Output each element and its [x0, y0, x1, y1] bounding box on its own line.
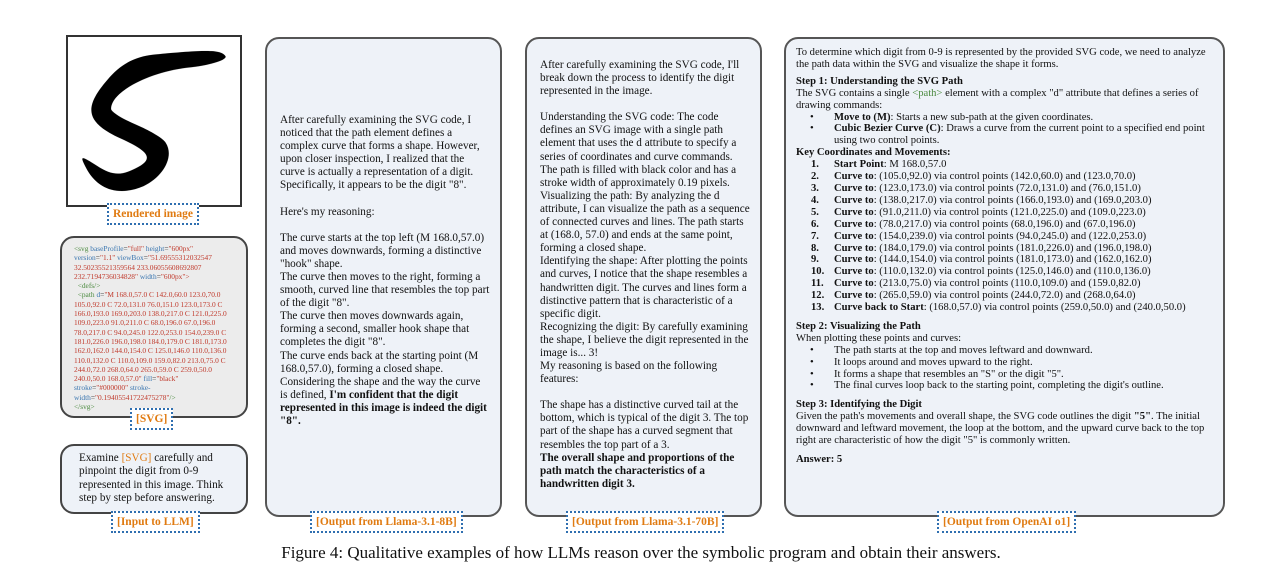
- list-item: [796, 278, 1213, 290]
- list-item: [796, 219, 1213, 231]
- llama70b-p4: Identifying the shape: After plotting the points and curves, I notice that the shape resembles a handwritten digit. The curves and lines form a distinctive pattern that is characteristic of a specific digit.: [540, 255, 748, 320]
- move-detail: : (110.0,132.0) via control points (125.0,146.0) and (110.0,136.0): [873, 266, 1151, 278]
- o1-intro: To determine which digit from 0-9 is represented by the provided SVG code, we need to analyze the path data within the SVG and visualize the shape it forms.: [796, 47, 1206, 70]
- move-number: 6.: [811, 218, 819, 230]
- svg-code-token: "black": [156, 374, 179, 384]
- svg-code-token: stroke: [74, 383, 93, 393]
- svg-code-token: fill: [141, 374, 153, 384]
- digit-drawing: [68, 37, 240, 205]
- svg-code-line: [74, 346, 238, 355]
- svg-code-eq: =: [123, 244, 128, 253]
- o1-step3-post: . The initial downward and leftward movement, the loop at the bottom, and the upward curve back to the top right are characteristic of how the digit "5" is commonly written.: [796, 411, 1205, 447]
- svg-code-line: [74, 253, 238, 262]
- svg-code-token: width: [74, 392, 91, 402]
- o1-visual-list: [796, 345, 1213, 393]
- move-number: 5.: [811, 206, 819, 218]
- move-detail: : (91.0,211.0) via control points (121.0,225.0) and (109.0,223.0): [873, 206, 1146, 218]
- move-label: Curve to: [834, 266, 874, 278]
- input-box: [60, 444, 248, 514]
- o1-commands-list: [796, 112, 1213, 148]
- svg-code-line: [74, 356, 238, 365]
- move-label: Curve to: [834, 218, 874, 230]
- svg-code-token: 181.0,226.0 196.0,198.0 184.0,179.0 C 181.0,173.0: [74, 336, 227, 346]
- move-number: 7.: [811, 230, 819, 242]
- svg-code-eq: =: [95, 253, 100, 263]
- move-number: 11.: [811, 278, 824, 290]
- svg-code-eq: =: [143, 253, 148, 263]
- svg-code-token: height: [144, 244, 165, 253]
- llama8b-p3: The curve starts at the top left (M 168.0,57.0) and moves downwards, forming a distinctive "hook" shape.: [280, 231, 485, 270]
- input-tag: [Input to LLM]: [111, 511, 200, 533]
- svg-code-line: [74, 309, 238, 318]
- o1-answer: Answer: 5: [796, 454, 843, 465]
- move-label: Curve to: [834, 242, 874, 254]
- move-number: 1.: [811, 159, 819, 171]
- move-label: Curve to: [834, 230, 874, 242]
- svg-code-token: 78.0,217.0 C 94.0,245.0 122.0,253.0 154.0,239.0 C: [74, 327, 227, 337]
- move-label: Curve to: [834, 278, 874, 290]
- list-item: [796, 123, 1213, 147]
- svg-code-line: [74, 263, 238, 272]
- openai-tag: [Output from OpenAI o1]: [937, 511, 1076, 533]
- move-detail: : (184.0,179.0) via control points (181.0,226.0) and (196.0,198.0): [873, 242, 1152, 254]
- llama70b-p3: Visualizing the path: By analyzing the d attribute, I can visualize the path as a sequence of connected curves and lines. The path starts at (168.0, 57.0) and ends at the same point, forming a closed shape.: [540, 189, 750, 255]
- move-detail: : (265.0,59.0) via control points (244.0,72.0) and (268.0,64.0): [873, 290, 1136, 302]
- openai-o1-output-card: [784, 37, 1225, 517]
- move-detail: : (144.0,154.0) via control points (181.0,173.0) and (162.0,162.0): [873, 254, 1152, 266]
- llama8b-output-card: [265, 37, 502, 517]
- o1-command-name: Cubic Bezier Curve (C): [834, 123, 941, 135]
- list-item: [796, 290, 1213, 302]
- move-label: Curve to: [834, 194, 874, 206]
- llama70b-p1: After carefully examining the SVG code, I'll break down the process to identify the digit represented in the image.: [540, 59, 740, 98]
- svg-code-line: [74, 272, 238, 281]
- llama8b-p2: Here's my reasoning:: [280, 205, 375, 218]
- svg-code-token: "600px">: [160, 271, 190, 281]
- list-item: • It forms a shape that resembles an "S" or the digit "5".: [796, 369, 1213, 381]
- svg-code-token: 166.0,193.0 169.0,203.0 138.0,217.0 C 121.0,225.0: [74, 309, 227, 319]
- move-number: 8.: [811, 242, 819, 254]
- list-item: [796, 195, 1213, 207]
- llama70b-conclusion-text: The overall shape and proportions of the path match the characteristics of a handwritten digit 3.: [540, 451, 735, 490]
- o1-key-title: Key Coordinates and Movements:: [796, 147, 951, 159]
- svg-code-line: [74, 300, 238, 309]
- svg-code-token: <path: [74, 290, 97, 300]
- move-label: Start Point: [834, 159, 884, 171]
- svg-code-line: [74, 244, 238, 253]
- svg-code-eq: =: [90, 392, 96, 402]
- move-number: 13.: [811, 302, 825, 314]
- move-label: Curve to: [834, 206, 874, 218]
- o1-step1-title: Step 1: Understanding the SVG Path: [796, 75, 963, 87]
- svg-code-line: [74, 383, 238, 392]
- svg-code-token: "#000000": [96, 383, 129, 393]
- move-detail: : (168.0,57.0) via control points (259.0,50.0) and (240.0,50.0): [923, 302, 1186, 314]
- figure-caption: Figure 4: Qualitative examples of how LLMs reason over the symbolic program and obtain their answers.: [281, 543, 1001, 562]
- llama8b-p7-text: Considering the shape and the way the curve is defined,: [280, 375, 481, 401]
- svg-code-token: 244.0,72.0 268.0,64.0 265.0,59.0 C 259.0,50.0: [74, 364, 212, 374]
- svg-code-token: baseProfile: [90, 244, 124, 253]
- o1-command-name: Move to (M): [834, 111, 891, 123]
- list-item: [796, 243, 1213, 255]
- svg-code-token: 109.0,223.0 91.0,211.0 C 68.0,196.0 67.0,196.0: [74, 318, 216, 328]
- o1-step2-title: Step 2: Visualizing the Path: [796, 320, 921, 332]
- list-item: • The path starts at the top and moves leftward and downward.: [796, 345, 1213, 357]
- svg-code-line: [74, 328, 238, 337]
- svg-code-token: width: [138, 271, 157, 281]
- svg-tag: [SVG]: [130, 408, 173, 430]
- list-item: [796, 171, 1213, 183]
- llama70b-output-card: [525, 37, 762, 517]
- list-item: [796, 231, 1213, 243]
- svg-code-line: [74, 393, 238, 402]
- input-pre: Examine: [79, 452, 122, 464]
- svg-code-token: 232.7194736034828": [74, 271, 138, 281]
- svg-code-eq: =: [92, 383, 97, 393]
- svg-code-token: version: [74, 253, 96, 263]
- o1-step1-post: element with a complex "d" attribute that defines a series of drawing commands:: [796, 87, 1199, 111]
- move-label: Curve back to Start: [834, 302, 924, 314]
- move-label: Curve to: [834, 290, 874, 302]
- move-detail: : (213.0,75.0) via control points (110.0,109.0) and (159.0,82.0): [873, 278, 1141, 290]
- svg-code-eq: =: [164, 244, 169, 253]
- svg-code-token: 105.0,92.0 C 72.0,131.0 76.0,151.0 123.0,173.0 C: [74, 299, 223, 309]
- svg-code-token: 110.0,132.0 C 110.0,109.0 159.0,82.0 213.0,75.0 C: [74, 355, 226, 365]
- o1-path-tag: <path>: [912, 87, 943, 99]
- list-item: [796, 207, 1213, 219]
- llama8b-p5: The curve then moves downwards again, forming a second, smaller hook shape that completes the digit "8".: [280, 310, 470, 349]
- svg-code-token: 240.0,50.0 168.0,57.0": [74, 374, 142, 384]
- o1-step3-text: [796, 411, 1213, 447]
- o1-command-desc: : Starts a new sub-path at the given coordinates.: [890, 111, 1094, 123]
- llama8b-p4: The curve then moves to the right, forming a smooth, curved line that resembles the top part of the digit "8".: [280, 270, 490, 310]
- move-number: 12.: [811, 290, 825, 302]
- o1-moves-list: [796, 159, 1213, 314]
- svg-code-line: [74, 290, 238, 299]
- llama8b-conclusion: I'm confident that the digit represented in this image is indeed the digit "8".: [280, 388, 487, 427]
- svg-code-token: "1.1": [99, 253, 116, 263]
- list-item: • It loops around and moves upward to the right.: [796, 357, 1213, 369]
- o1-step3-title: Step 3: Identifying the Digit: [796, 399, 922, 411]
- llama8b-p1: After carefully examining the SVG code, I noticed that the path element defines a complex curve that forms a shape. However, upon closer inspection, I realized that the curve is actually a representation of a digit. Specifically, it appears to be the digit "8".: [280, 114, 480, 192]
- llama70b-conclusion: [540, 452, 750, 491]
- svg-code-eq: =: [100, 290, 105, 300]
- move-detail: : (105.0,92.0) via control points (142.0,60.0) and (123.0,70.0): [873, 171, 1136, 183]
- move-detail: : (123.0,173.0) via control points (72.0,131.0) and (76.0,151.0): [873, 182, 1141, 194]
- rendered-image-tag: Rendered image: [107, 203, 199, 225]
- list-item: • The final curves loop back to the starting point, completing the digit's outline.: [796, 380, 1213, 392]
- svg-code-token: "51.69555312032547: [147, 253, 212, 263]
- llama8b-tag: [Output from Llama-3.1-8B]: [310, 511, 463, 533]
- list-item: [796, 254, 1213, 266]
- move-label: Curve to: [834, 182, 874, 194]
- svg-code-token: stroke-: [128, 383, 151, 393]
- move-number: 3.: [811, 182, 819, 194]
- svg-code-token: "600px": [168, 244, 194, 253]
- svg-code-line: [74, 281, 238, 290]
- o1-step1-text: [796, 88, 1213, 112]
- move-number: 2.: [811, 171, 819, 183]
- llama8b-p6: The curve ends back at the starting point (M 168.0,57.0), forming a closed shape.: [280, 349, 479, 375]
- o1-step2-text: When plotting these points and curves:: [796, 332, 962, 344]
- llama70b-p5: Recognizing the digit: By carefully examining the shape, I believe the digit represented in the image is... 3!: [540, 320, 749, 359]
- svg-code-eq: =: [152, 374, 157, 384]
- list-item: [796, 302, 1213, 314]
- llama70b-p7: The shape has a distinctive curved tail at the bottom, which is typical of the digit 3. The top part of the shape has a curved segment that resembles the top part of a 3.: [540, 399, 749, 451]
- svg-code-token: "0.19405541722475278": [95, 392, 170, 402]
- svg-code-token: </svg>: [74, 402, 95, 412]
- svg-code-line: [74, 337, 238, 346]
- list-item: [796, 112, 1213, 124]
- o1-step3-pre: Given the path's movements and overall shape, the SVG code outlines the digit: [796, 411, 1134, 423]
- input-post: carefully and pinpoint the digit from 0-9 represented in this image. Think step by step before answering.: [79, 452, 224, 505]
- llama70b-tag: [Output from Llama-3.1-70B]: [566, 511, 724, 533]
- o1-step1-pre: The SVG contains a single: [796, 87, 913, 99]
- svg-code-box: [60, 236, 248, 418]
- list-item: [796, 183, 1213, 195]
- svg-code-token: <defs/>: [74, 281, 101, 291]
- svg-code-eq: =: [156, 271, 161, 281]
- move-detail: : M 168.0,57.0: [883, 159, 947, 171]
- rendered-image: [66, 35, 242, 207]
- list-item: [796, 266, 1213, 278]
- move-detail: : (154.0,239.0) via control points (94.0,245.0) and (122.0,253.0): [873, 230, 1147, 242]
- move-detail: : (78.0,217.0) via control points (68.0,196.0) and (67.0,196.0): [873, 218, 1136, 230]
- llama8b-p7: [280, 376, 490, 428]
- move-detail: : (138.0,217.0) via control points (166.0,193.0) and (169.0,203.0): [873, 194, 1152, 206]
- svg-code-line: [74, 374, 238, 383]
- move-number: 9.: [811, 254, 819, 266]
- svg-code-token: 162.0,162.0 144.0,154.0 C 125.0,146.0 110.0,136.0: [74, 346, 227, 356]
- svg-code-token: "M 168.0,57.0 C 142.0,60.0 123.0,70.0: [104, 290, 221, 300]
- move-label: Curve to: [834, 171, 874, 183]
- svg-code-token: />: [169, 392, 176, 402]
- svg-code-token: <svg: [74, 244, 91, 253]
- llama70b-p6: My reasoning is based on the following features:: [540, 360, 718, 386]
- move-label: Curve to: [834, 254, 874, 266]
- svg-code-line: [74, 318, 238, 327]
- llama70b-p2: Understanding the SVG code: The code defines an SVG image with a single path element that uses the d attribute to specify a series of coordinates and curve commands. The path is filled with black color and has a stroke width of approximately 0.19 pixels.: [540, 111, 737, 189]
- svg-code-token: d: [96, 290, 101, 300]
- o1-command-desc: : Draws a curve from the current point to a specified end point using two control points.: [834, 123, 1205, 147]
- svg-code-token: viewBox: [115, 253, 144, 263]
- o1-step3-digit: "5": [1133, 411, 1151, 423]
- list-item: [796, 159, 1213, 171]
- move-number: 10.: [811, 266, 825, 278]
- svg-code-token: "full": [127, 244, 145, 253]
- svg-code-token: 32.50235521359564 233.06055608692807: [74, 262, 202, 272]
- move-number: 4.: [811, 194, 819, 206]
- svg-code-line: [74, 365, 238, 374]
- input-svg-ref: [SVG]: [121, 452, 152, 464]
